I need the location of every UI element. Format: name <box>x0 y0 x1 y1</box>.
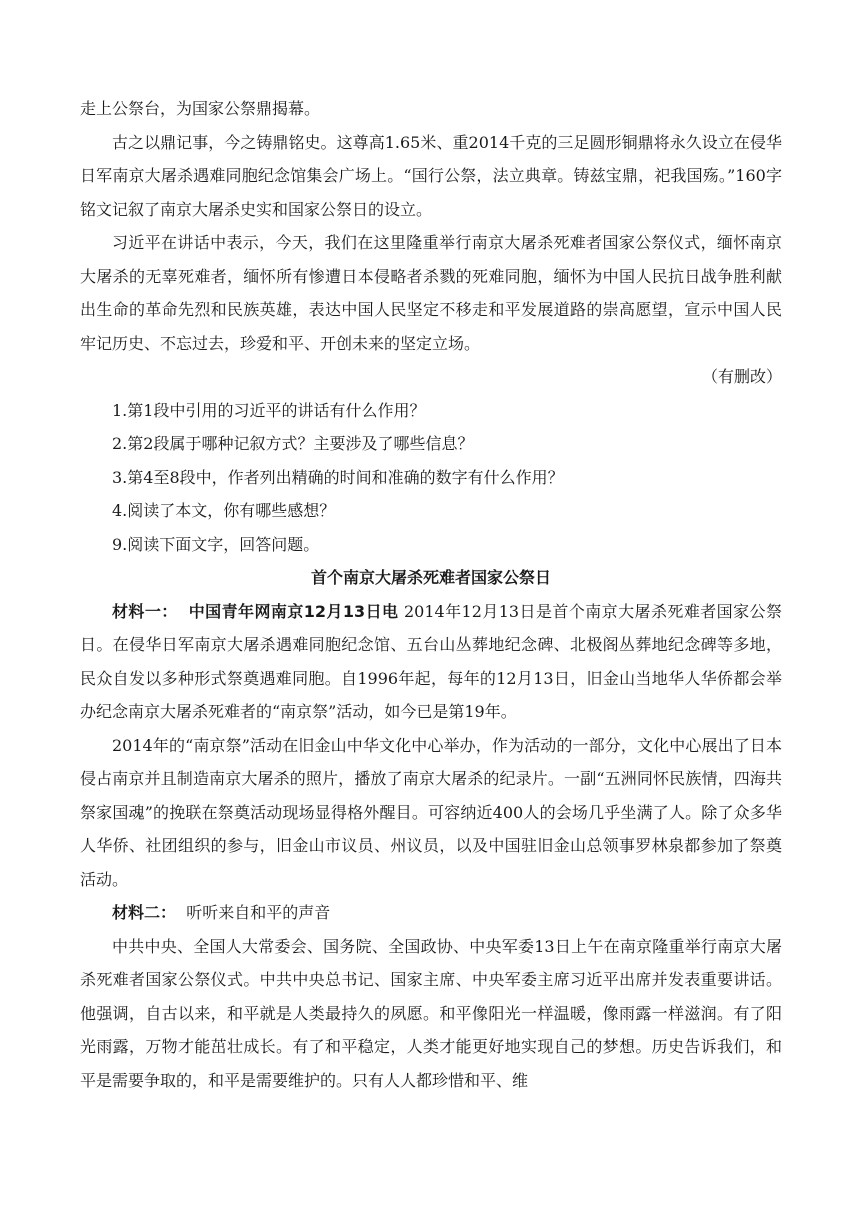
material-2-label: 材料二： <box>112 903 177 922</box>
question-9: 9.阅读下面文字，回答问题。 <box>112 534 320 554</box>
material-1-paragraph <box>80 595 782 729</box>
paragraph-1: 古之以鼎记事，今之铸鼎铭史。这尊高1.65米、重2014千克的三足圆形铜鼎将永久设立在侵华日军南京大屠杀遇难同胞纪念馆集会广场上。“国行公祭，法立典章。铸兹宝鼎，祀我国殇。”160字铭文记叙了南京大屠杀史实和国家公祭日的设立。 <box>80 132 782 219</box>
question-3: 3.第4至8段中，作者列出精确的时间和准确的数字有什么作用？ <box>112 467 564 487</box>
document-page <box>80 92 782 1097</box>
question-4: 4.阅读了本文，你有哪些感想？ <box>112 501 336 520</box>
source-note: （有删改） <box>701 367 782 386</box>
material-1-dateline: 中国青年网南京12月13日电 <box>188 601 399 621</box>
section-title: 首个南京大屠杀死难者国家公祭日 <box>310 568 551 587</box>
material-1-paragraph-2: 2014年的“南京祭”活动在旧金山中华文化中心举办，作为活动的一部分，文化中心展出了日本侵占南京并且制造南京大屠杀的照片，播放了南京大屠杀的纪录片。一副“五洲同怀民族情，四海共祭家国魂”的挽联在祭奠活动现场显得格外醒目。可容纳近400人的会场几乎坐满了人。除了众多华人华侨、社团组织的参与，旧金山市议员、州议员，以及中国驻旧金山总领事罗林泉都参加了祭奠活动。 <box>80 735 782 889</box>
paragraph-2: 习近平在讲话中表示，今天，我们在这里隆重举行南京大屠杀死难者国家公祭仪式，缅怀南京大屠杀的无辜死难者，缅怀所有惨遭日本侵略者杀戮的死难同胞，缅怀为中国人民抗日战争胜利献出生命的革命先烈和民族英雄，表达中国人民坚定不移走和平发展道路的崇高愿望，宣示中国人民牢记历史、不忘过去，珍爱和平、开创未来的坚定立场。 <box>80 233 782 353</box>
question-1: 1.第1段中引用的习近平的讲话有什么作用？ <box>112 400 426 420</box>
material-2-paragraph: 中共中央、全国人大常委会、国务院、全国政协、中央军委13日上午在南京隆重举行南京大屠杀死难者国家公祭仪式。中共中央总书记、国家主席、中央军委主席习近平出席并发表重要讲话。他强调，自古以来，和平就是人类最持久的夙愿。和平像阳光一样温暖，像雨露一样滋润。有了阳光雨露，万物才能茁壮成长。有了和平稳定，人类才能更好地实现自己的梦想。历史告诉我们，和平是需要争取的，和平是需要维护的。只有人人都珍惜和平、维 <box>80 936 782 1090</box>
question-2: 2.第2段属于哪种记叙方式？主要涉及了哪些信息？ <box>112 434 474 453</box>
material-1-text: 2014年12月13日是首个南京大屠杀死难者国家公祭日。在侵华日军南京大屠杀遇难同胞纪念馆、五台山丛葬地纪念碑、北极阁丛葬地纪念碑等多地，民众自发以多种形式祭奠遇难同胞。自1996年起，每年的12月13日，旧金山当地华人华侨都会举办纪念南京大屠杀死难者的“南京祭”活动，如今已是第19年。 <box>80 601 782 721</box>
material-2-heading <box>80 896 782 930</box>
material-2-title: 听听来自和平的声音 <box>186 903 331 922</box>
material-1-label: 材料一： <box>112 601 178 621</box>
paragraph-0: 走上公祭台，为国家公祭鼎揭幕。 <box>80 99 321 118</box>
